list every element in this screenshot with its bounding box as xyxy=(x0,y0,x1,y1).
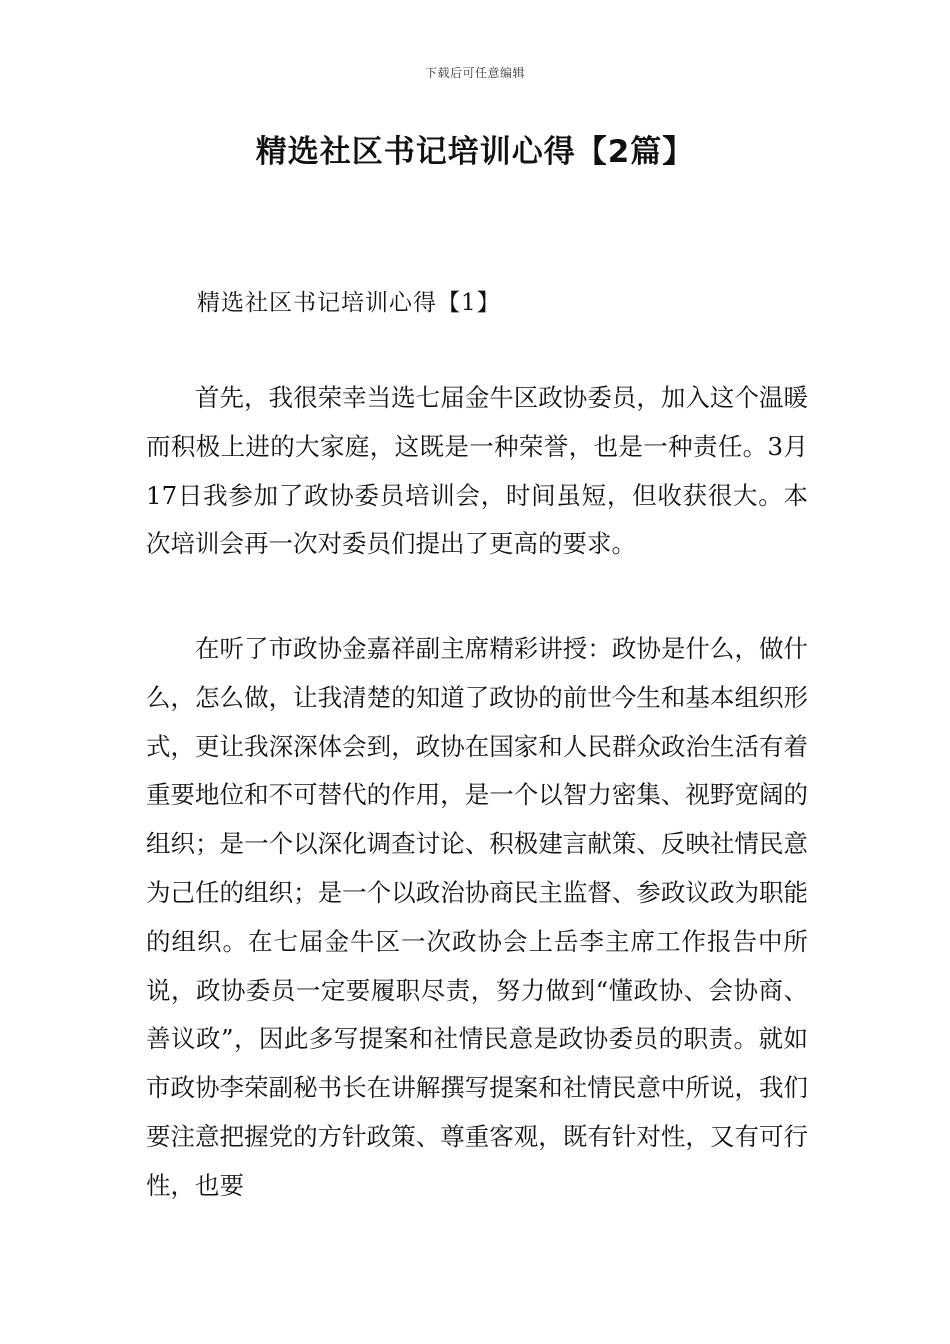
section-heading: 精选社区书记培训心得【1】 xyxy=(197,290,501,316)
document-title: 精选社区书记培训心得【2篇】 xyxy=(255,134,695,170)
editable-download-note: 下载后可任意编辑 xyxy=(424,66,525,80)
body-paragraph: 在听了市政协金嘉祥副主席精彩讲授：政协是什么，做什么，怎么做，让我清楚的知道了政协的前世今生和基本组织形式，更让我深深体会到，政协在国家和人民群众政治生活有着重要地位和不可替代的作用，是一个以智力密集、视野宽阔的组织；是一个以深化调查讨论、积极建言献策、反映社情民意为己任的组织；是一个以政治协商民主监督、参政议政为职能的组织。在七届金牛区一次政协会上岳李主席工作报告中所说，政协委员一定要履职尽责，努力做到“懂政协、会协商、善议政”，因此多写提案和社情民意是政协委员的职责。就如市政协李荣副秘书长在讲解撰写提案和社情民意中所说，我们要注意把握党的方针政策、尊重客观，既有针对性，又有可行性，也要 xyxy=(146,634,808,1200)
body-paragraph: 首先，我很荣幸当选七届金牛区政协委员，加入这个温暖而积极上进的大家庭，这既是一种荣誉，也是一种责任。3月17日我参加了政协委员培训会，时间虽短，但收获很大。本次培训会再一次对委员们提出了更高的要求。 xyxy=(146,383,808,559)
